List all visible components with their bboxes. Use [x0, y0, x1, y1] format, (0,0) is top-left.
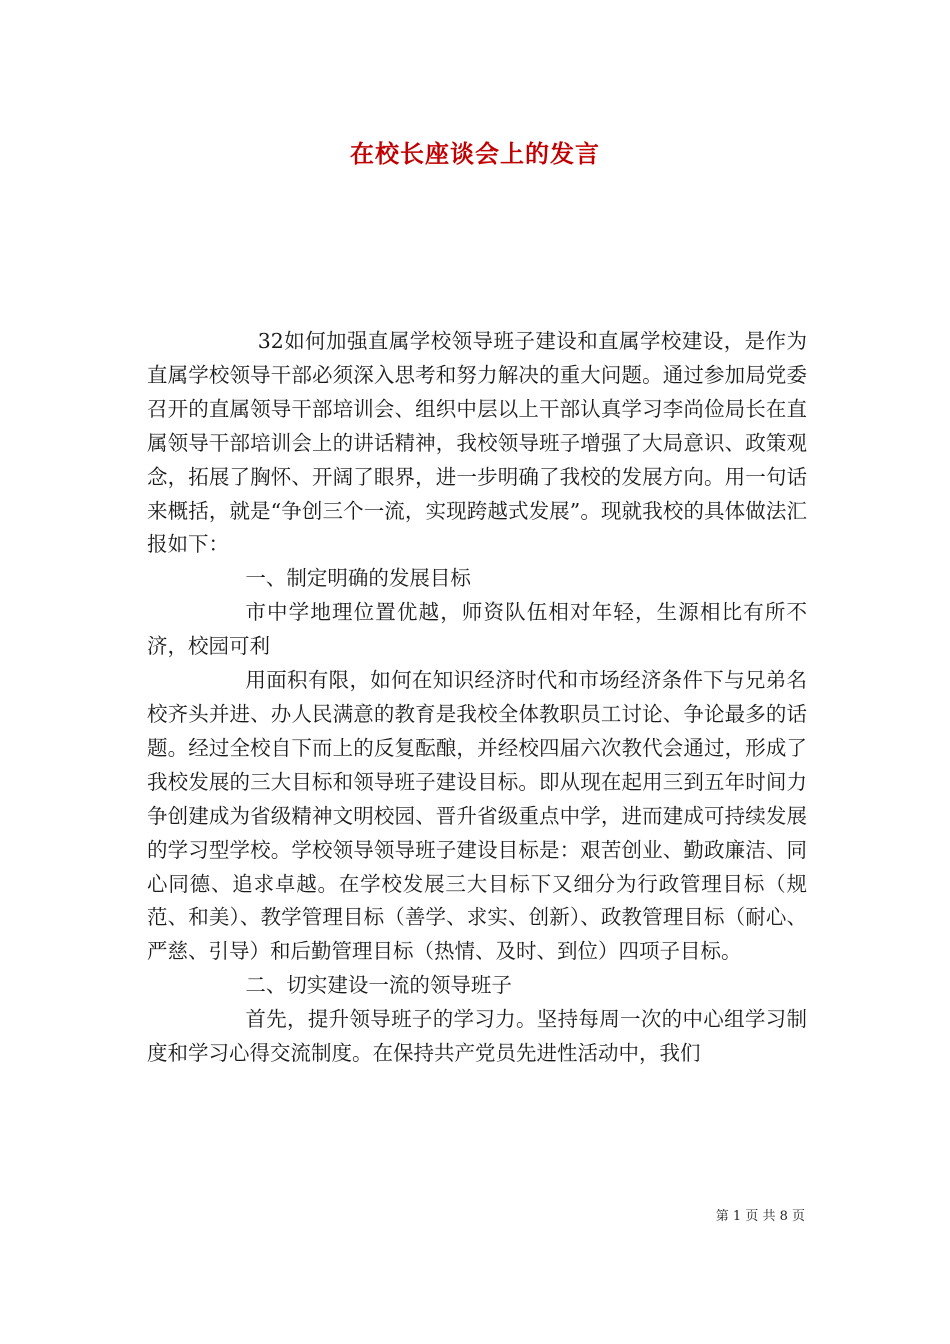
document-title: 在校长座谈会上的发言: [350, 139, 600, 168]
section-heading-1: 一、制定明确的发展目标: [245, 566, 471, 591]
document-body: [147, 325, 807, 1071]
paragraph-school-situation: 市中学地理位置优越，师资队伍相对年轻，生源相比有所不济，校园可利: [147, 600, 807, 659]
section-heading-2: 二、切实建设一流的领导班子: [245, 973, 512, 998]
page-number-footer: 第 1 页 共 8 页: [715, 1209, 805, 1224]
paragraph-intro: 32如何加强直属学校领导班子建设和直属学校建设，是作为直属学校领导干部必须深入思考和努力解决的重大问题。通过参加局党委召开的直属领导干部培训会、组织中层以上干部认真学习李尚俭局长在直属领导干部培训会上的讲话精神，我校领导班子增强了大局意识、政策观念，拓展了胸怀、开阔了眼界，进一步明确了我校的发展方向。用一句话来概括，就是“争创三个一流，实现跨越式发展”。现就我校的具体做法汇报如下：: [147, 329, 807, 557]
paragraph-leadership-learning: 首先，提升领导班子的学习力。坚持每周一次的中心组学习制度和学习心得交流制度。在保持共产党员先进性活动中，我们: [147, 1007, 807, 1066]
paragraph-goals: 用面积有限，如何在知识经济时代和市场经济条件下与兄弟名校齐头并进、办人民满意的教育是我校全体教职员工讨论、争论最多的话题。经过全校自下而上的反复酝酿，并经校四届六次教代会通过，形成了我校发展的三大目标和领导班子建设目标。即从现在起用三到五年时间力争创建成为省级精神文明校园、晋升省级重点中学，进而建成可持续发展的学习型学校。学校领导领导班子建设目标是：艰苦创业、勤政廉洁、同心同德、追求卓越。在学校发展三大目标下又细分为行政管理目标（规范、和美）、教学管理目标（善学、求实、创新）、政教管理目标（耐心、严慈、引导）和后勤管理目标（热情、及时、到位）四项子目标。: [147, 668, 807, 964]
